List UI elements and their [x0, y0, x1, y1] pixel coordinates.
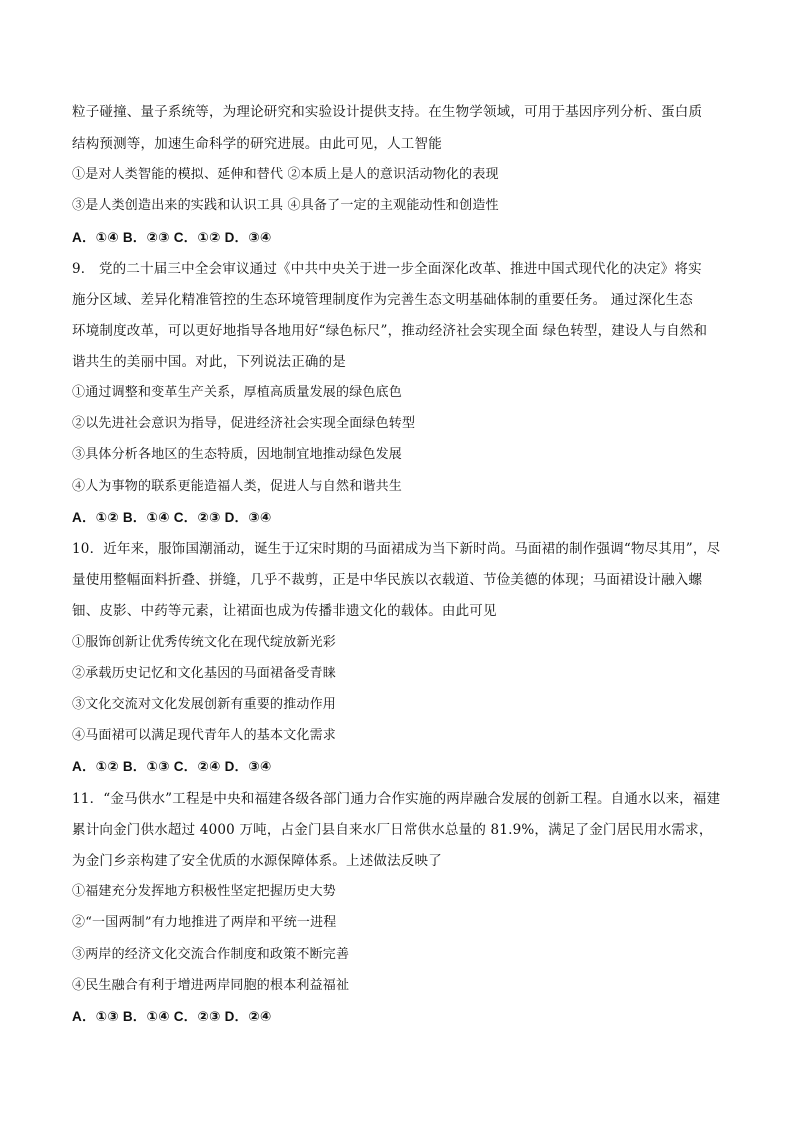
q9-stem-line-3: 环境制度改革，可以更好地指导各地用好“绿色标尺”，推动经济社会实现全面 绿色转型，建设人与自然和: [72, 323, 708, 339]
q10-option-1: ①服饰创新让优秀传统文化在现代绽放新光彩: [72, 635, 337, 650]
q10-stem-line-2: 量使用整幅面料折叠、拼缝，几乎不裁剪，正是中华民族以衣载道、节俭美德的体现；马面裙设计融入螺: [72, 572, 703, 588]
q10-stem-line-3: 钿、皮影、中药等元素，让裙面也成为传播非遗文化的载体。由此可见: [72, 603, 497, 619]
q8-stem-line-1: 粒子碰撞、量子系统等，为理论研究和实验设计提供支持。在生物学领域，可用于基因序列分析、蛋白质: [72, 104, 703, 120]
q10-stem-line-1: 10．近年来，服饰国潮涌动，诞生于辽宋时期的马面裙成为当下新时尚。马面裙的制作强调“物尽其用”，尽: [72, 541, 721, 557]
q11-option-1: ①福建充分发挥地方积极性坚定把握历史大势: [72, 884, 337, 899]
q8-answer-choices: A．①④ B．②③ C．①② D．③④: [72, 230, 272, 245]
q9-stem-line-4: 谐共生的美丽中国。对此，下列说法正确的是: [72, 354, 346, 370]
q8-option-line-1: ①是对人类智能的模拟、延伸和替代 ②本质上是人的意识活动物化的表现: [72, 167, 499, 182]
q10-answer-choices: A．①② B．①③ C．②④ D．③④: [72, 759, 272, 774]
q9-option-2: ②以先进社会意识为指导，促进经济社会实现全面绿色转型: [72, 416, 416, 431]
q8-stem-line-2: 结构预测等，加速生命科学的研究进展。由此可见，人工智能: [72, 136, 442, 152]
q11-stem-line-3: 为金门乡亲构建了安全优质的水源保障体系。上述做法反映了: [72, 853, 442, 869]
q10-option-4: ④马面裙可以满足现代青年人的基本文化需求: [72, 728, 337, 743]
q9-stem-line-2: 施分区域、差异化精准管控的生态环境管理制度作为完善生态文明基础体制的重要任务。 通过深化生态: [72, 292, 693, 308]
q9-option-3: ③具体分析各地区的生态特质，因地制宜地推动绿色发展: [72, 447, 403, 462]
q8-option-line-2: ③是人类创造出来的实践和认识工具 ④具备了一定的主观能动性和创造性: [72, 198, 499, 213]
q10-option-3: ③文化交流对文化发展创新有重要的推动作用: [72, 697, 337, 712]
q11-stem-line-2: 累计向金门供水超过 4000 万吨，占金门县自来水厂日常供水总量的 81.9%，满足了金门居民用水需求，: [72, 822, 713, 838]
q9-option-1: ①通过调整和变革生产关系，厚植高质量发展的绿色底色: [72, 385, 403, 400]
q9-answer-choices: A．①② B．①④ C．②③ D．③④: [72, 510, 272, 525]
q11-answer-choices: A．①③ B．①④ C．②③ D．②④: [72, 1009, 272, 1024]
q11-stem-line-1: 11．“金马供水”工程是中央和福建各级各部门通力合作实施的两岸融合发展的创新工程。自通水以来，福建: [72, 791, 721, 807]
q10-option-2: ②承载历史记忆和文化基因的马面裙备受青睐: [72, 666, 337, 681]
q9-stem-line-1: 9． 党的二十届三中全会审议通过《中共中央关于进一步全面深化改革、推进中国式现代化的决定》将实: [72, 261, 702, 277]
q11-option-2: ②“一国两制”有力地推进了两岸和平统一进程: [72, 915, 337, 930]
q11-option-4: ④民生融合有利于增进两岸同胞的根本利益福祉: [72, 978, 350, 993]
q11-option-3: ③两岸的经济文化交流合作制度和政策不断完善: [72, 947, 350, 962]
q9-option-4: ④人为事物的联系更能造福人类，促进人与自然和谐共生: [72, 479, 403, 494]
